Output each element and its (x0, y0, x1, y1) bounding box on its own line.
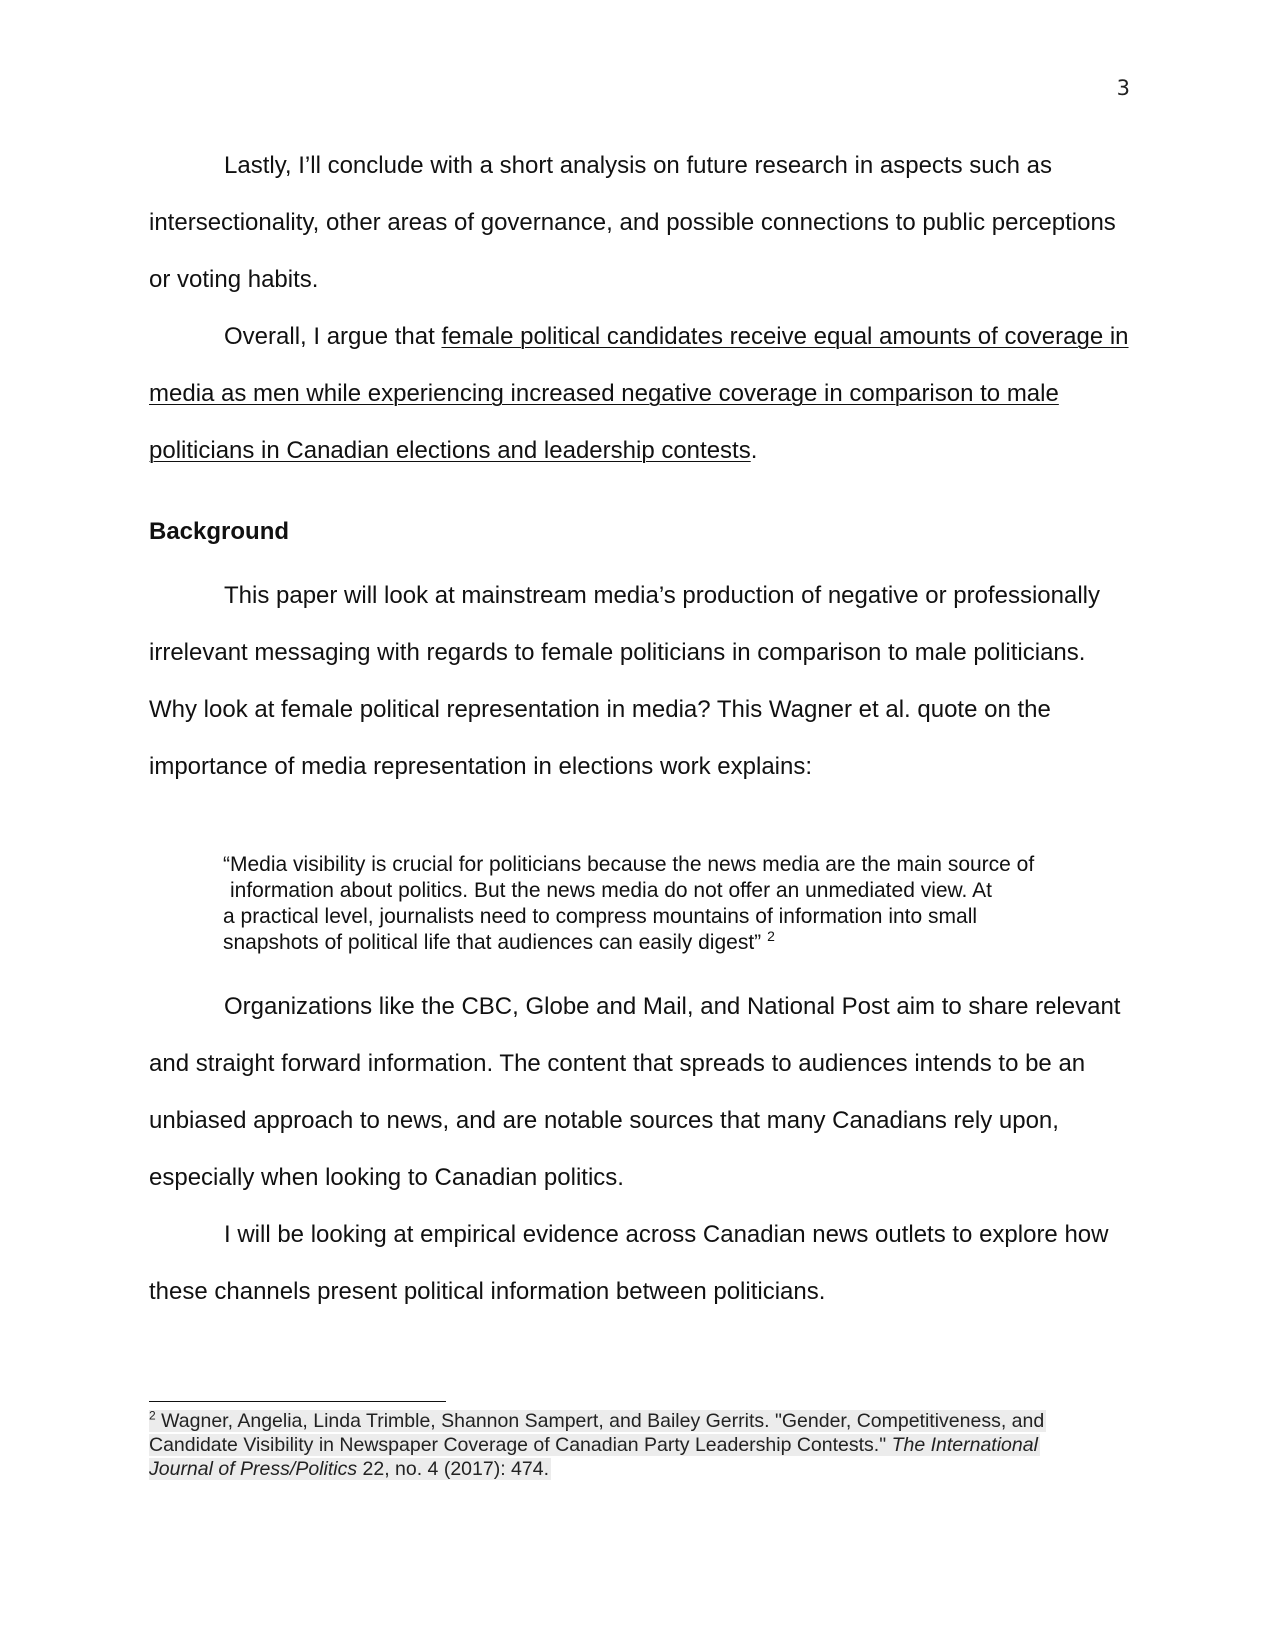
paragraph-thesis (149, 308, 1139, 479)
thesis-statement: female political candidates receive equal amounts of coverage in media as men while experiencing increased negative coverage in comparison to male politicians in Canadian elections and leadership contests (149, 323, 1129, 464)
footnote-journal-title: Journal of Press/Politics (149, 1458, 358, 1480)
section-heading-background: Background (149, 518, 290, 545)
footnote-marker: 2 (149, 1408, 156, 1423)
background-intro (149, 567, 1139, 795)
page-number: 3 (1116, 76, 1130, 100)
quote-line: “Media visibility is crucial for politicians because the news media are the main source of (223, 853, 1035, 876)
footnote-reference[interactable]: 2 (767, 928, 775, 944)
quote-line-last (223, 930, 1123, 956)
footnote-line (149, 1457, 1099, 1481)
thesis-prefix: Overall, I argue that (224, 323, 442, 350)
footnote-2 (149, 1409, 1099, 1481)
paragraph-news-organizations: Organizations like the CBC, Globe and Mail, and National Post aim to share relevant and straight forward information. The content that spreads to audiences intends to be an unbiased approach to news, and are notable sources that many Canadians rely upon, especially when looking to Canadian politics. (149, 993, 1121, 1191)
quote-line: a practical level, journalists need to compress mountains of information into small (223, 905, 978, 928)
paragraph-empirical-evidence: I will be looking at empirical evidence across Canadian news outlets to explore how these channels present political information between politicians. (149, 1221, 1109, 1305)
block-quote (223, 852, 1123, 956)
footnote-text: 22, no. 4 (2017): 474. (357, 1458, 549, 1480)
footnote-text: Candidate Visibility in Newspaper Coverage of Canadian Party Leadership Contests." (149, 1434, 892, 1456)
background-body (149, 978, 1139, 1320)
footnote-separator (149, 1401, 446, 1402)
paragraph-conclusion-outline: Lastly, I’ll conclude with a short analysis on future research in aspects such as intersectionality, other areas of governance, and possible connections to public perceptions or voting habits. (149, 152, 1116, 293)
footnote-text: Wagner, Angelia, Linda Trimble, Shannon Sampert, and Bailey Gerrits. "Gender, Competitiveness, and (155, 1410, 1045, 1432)
paragraph-background: This paper will look at mainstream media’s production of negative or professionally irrelevant messaging with regards to female politicians in comparison to male politicians. Why look at female political representation in media? This Wagner et al. quote on the importance of media representation in elections work explains: (149, 582, 1100, 780)
footnote-line (149, 1409, 1099, 1433)
footnote-journal-title: The International (891, 1434, 1038, 1456)
footnote-line (149, 1433, 1099, 1457)
quote-line: information about politics. But the news media do not offer an unmediated view. At (230, 879, 992, 902)
thesis-suffix: . (750, 437, 758, 464)
intro-section (149, 137, 1139, 479)
quote-line-text: snapshots of political life that audiences can easily digest” (223, 931, 762, 954)
